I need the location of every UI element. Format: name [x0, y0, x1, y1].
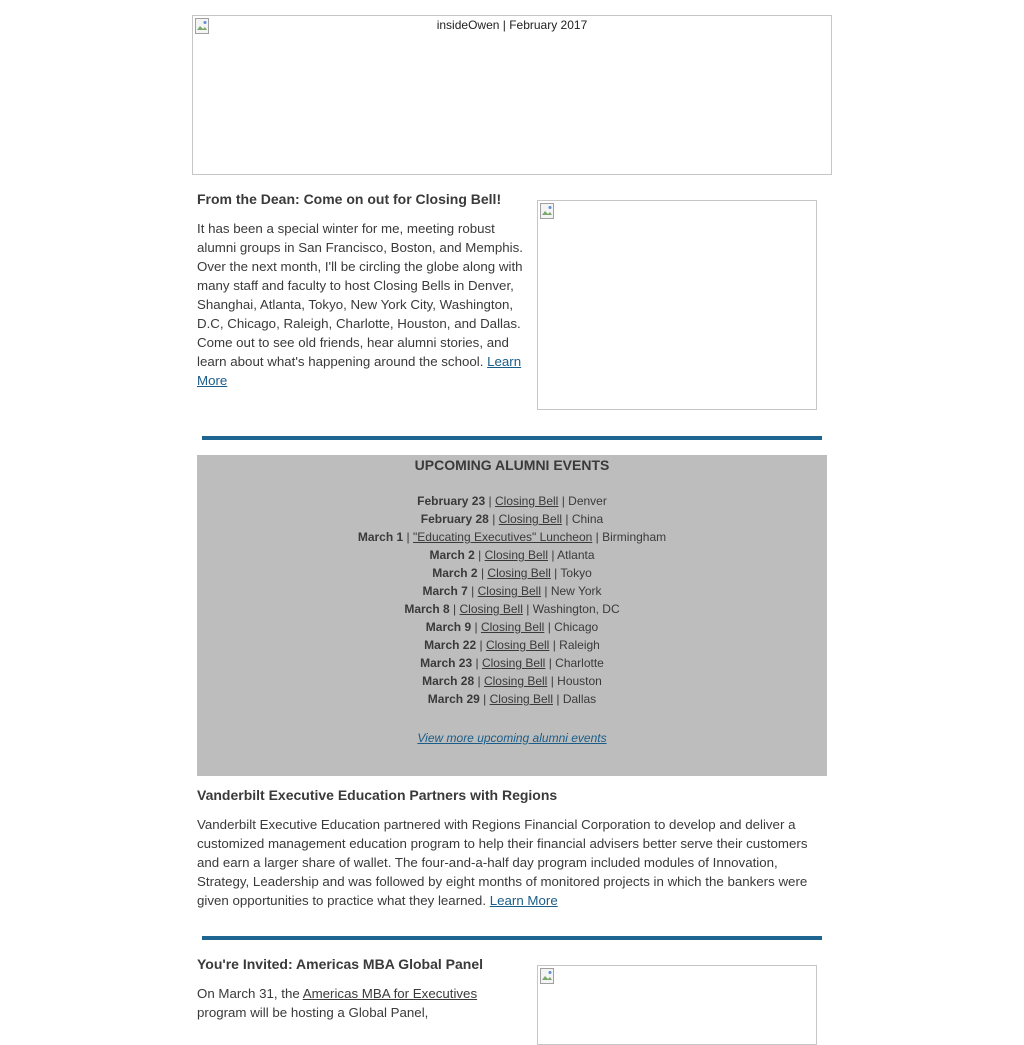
event-separator: |	[550, 674, 554, 688]
event-location: China	[571, 512, 604, 526]
event-date: March 2	[429, 548, 475, 562]
event-location: Houston	[557, 674, 602, 688]
event-separator: |	[477, 674, 481, 688]
view-more-events-link[interactable]: View more upcoming alumni events	[417, 731, 607, 745]
event-separator: |	[488, 494, 492, 508]
event-date: February 28	[420, 512, 489, 526]
exec-ed-section-title: Vanderbilt Executive Education Partners with Regions	[197, 787, 558, 803]
broken-image-icon	[540, 203, 554, 219]
event-location: Washington, DC	[532, 602, 620, 616]
americas-mba-link[interactable]: Americas MBA for Executives	[302, 986, 478, 1001]
event-item	[197, 582, 827, 600]
event-separator: |	[556, 692, 560, 706]
event-link[interactable]: Closing Bell	[480, 620, 545, 634]
dean-body-text: It has been a special winter for me, meeting robust alumni groups in San Francisco, Boston, and Memphis. Over the next month, I'll be circling the globe along with many staff and faculty to host Closing Bells in Denver, Shanghai, Atlanta, Tokyo, New York City, Washington, D.C, Chicago, Raleigh, Charlotte, Houston, and Dallas. Come out to see old friends, hear alumni stories, and learn about what's happening around the school.	[197, 221, 523, 369]
invite-body-suffix: program will be hosting a Global Panel,	[197, 1005, 429, 1020]
events-list	[197, 492, 827, 708]
event-link[interactable]: Closing Bell	[459, 602, 523, 616]
event-separator: |	[551, 548, 555, 562]
event-separator: |	[475, 656, 479, 670]
event-location: Dallas	[562, 692, 597, 706]
exec-ed-body-text: Vanderbilt Executive Education partnered with Regions Financial Corporation to develop and deliver a customized management education program to help their financial advisers better serve their customers and earn a larger share of wallet. The four-and-a-half day program included modules of Innovation, Strategy, Leadership and was followed by eight months of monitored projects in which the bankers were given opportunities to practice what they learned.	[197, 817, 808, 908]
section-divider	[202, 936, 822, 940]
event-location: Birmingham	[602, 530, 667, 544]
event-separator: |	[406, 530, 410, 544]
event-separator: |	[492, 512, 496, 526]
event-item	[197, 492, 827, 510]
event-separator: |	[547, 620, 551, 634]
invite-body-prefix: On March 31, the	[197, 986, 300, 1001]
upcoming-events-panel	[197, 455, 827, 776]
invite-section-body	[197, 984, 497, 1022]
event-date: March 22	[424, 638, 477, 652]
event-date: February 23	[417, 494, 486, 508]
event-item	[197, 618, 827, 636]
event-date: March 8	[404, 602, 450, 616]
dean-section-title: From the Dean: Come on out for Closing Bell!	[197, 191, 502, 207]
broken-image-icon	[540, 968, 554, 984]
event-location: Tokyo	[560, 566, 592, 580]
dean-photo-image	[537, 200, 817, 410]
event-date: March 28	[422, 674, 475, 688]
event-separator: |	[453, 602, 457, 616]
header-banner-image	[192, 15, 832, 175]
event-date: March 7	[422, 584, 468, 598]
event-link[interactable]: Closing Bell	[498, 512, 563, 526]
event-link[interactable]: Closing Bell	[484, 548, 549, 562]
event-location: New York	[550, 584, 602, 598]
event-link[interactable]: Closing Bell	[483, 674, 548, 688]
event-item	[197, 564, 827, 582]
view-more-container	[197, 731, 827, 745]
event-link[interactable]: Closing Bell	[489, 692, 554, 706]
event-location: Raleigh	[559, 638, 600, 652]
event-separator: |	[480, 566, 485, 580]
event-separator: |	[483, 692, 487, 706]
event-separator: |	[544, 584, 548, 598]
event-date: March 2	[432, 566, 478, 580]
event-location: Denver	[568, 494, 607, 508]
event-separator: |	[554, 566, 558, 580]
event-separator: |	[474, 620, 478, 634]
event-location: Charlotte	[555, 656, 604, 670]
event-link[interactable]: Closing Bell	[481, 656, 546, 670]
event-link[interactable]: Closing Bell	[494, 494, 559, 508]
event-item	[197, 672, 827, 690]
event-item	[197, 528, 827, 546]
invite-photo-image	[537, 965, 817, 1045]
dean-learn-more-link[interactable]: Learn More	[197, 354, 522, 388]
event-link[interactable]: Closing Bell	[485, 638, 550, 652]
invite-section-title: You're Invited: Americas MBA Global Panel	[197, 956, 483, 972]
event-date: March 23	[420, 656, 473, 670]
event-location: Atlanta	[557, 548, 595, 562]
event-separator: |	[471, 584, 475, 598]
event-date: March 9	[425, 620, 472, 634]
event-separator: |	[478, 548, 482, 562]
event-separator: |	[548, 656, 552, 670]
event-separator: |	[595, 530, 599, 544]
event-separator: |	[526, 602, 530, 616]
event-date: March 29	[427, 692, 480, 706]
event-item	[197, 510, 827, 528]
event-link[interactable]: "Educating Executives" Luncheon	[413, 530, 593, 544]
banner-alt-text: insideOwen | February 2017	[436, 18, 588, 32]
event-separator: |	[479, 638, 483, 652]
section-divider	[202, 436, 822, 440]
event-link[interactable]: Closing Bell	[487, 566, 551, 580]
event-item	[197, 636, 827, 654]
event-item	[197, 690, 827, 708]
event-link[interactable]: Closing Bell	[477, 584, 542, 598]
event-item	[197, 600, 827, 618]
upcoming-events-title: UPCOMING ALUMNI EVENTS	[414, 457, 610, 473]
exec-ed-learn-more-link[interactable]: Learn More	[489, 893, 558, 908]
event-date: March 1	[357, 530, 404, 544]
event-item	[197, 546, 827, 564]
event-separator: |	[565, 512, 569, 526]
event-location: Chicago	[554, 620, 599, 634]
event-separator: |	[561, 494, 565, 508]
event-separator: |	[552, 638, 556, 652]
exec-ed-section-body	[197, 815, 827, 910]
dean-section-body	[197, 219, 523, 390]
event-item	[197, 654, 827, 672]
